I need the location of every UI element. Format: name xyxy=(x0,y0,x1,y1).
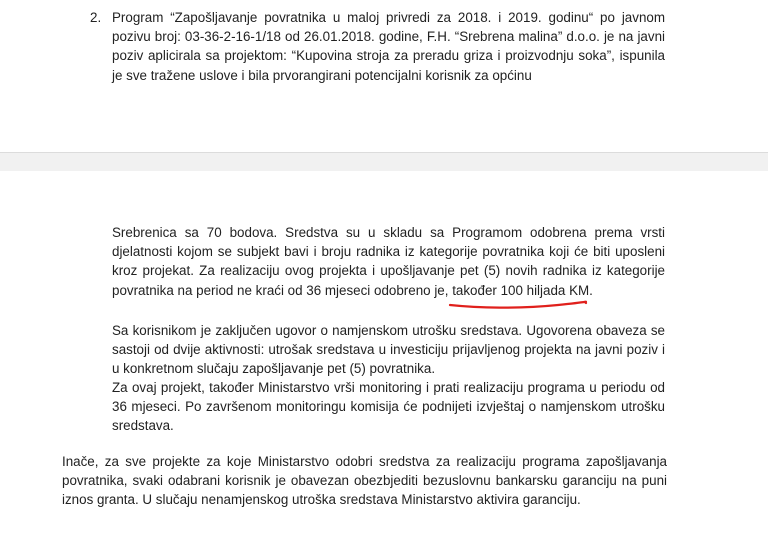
handwritten-underline xyxy=(448,299,588,311)
continuation-paragraph xyxy=(112,223,665,300)
document-page-top xyxy=(0,0,768,152)
page-break xyxy=(0,152,768,172)
list-item-text: Program “Zapošljavanje povratnika u maloj privredi za 2018. i 2019. godinu“ po javnom pozivu broj: 03-36-2-16-1/18 od 26.01.2018. godine, F.H. “Srebrena malina” d.o.o. je na javni poziv aplicirala sa projektom: “Kupovina stroja za preradu griza i proizvodnju soka”, ispunila je sve tražene uslove i bila prvorangirani potencijalni korisnik za općinu xyxy=(112,10,665,83)
contract-paragraph: Sa korisnikom je zaključen ugovor o namjenskom utrošku sredstava. Ugovorena obaveza se sastoji od dvije aktivnosti: utrošak sredstava u investiciju prijavljenog projekta na javni poziv i u konkretnom slučaju zapošljavanje pet (5) povratnika. xyxy=(112,323,665,377)
highlighted-amount xyxy=(452,283,565,298)
continuation-text: Srebrenica sa 70 bodova. Sredstva su u skladu sa Programom odobrena prema vrsti djelatnosti kojom se subjekt bavi i broju radnika iz kategorije povratnika koji će biti uposleni kroz projekat. Za realizaciju ovog projekta i upošljavanje pet (5) novih radnika iz kategorije povratnika na period ne kraći od 36 mjeseci odobreno je, xyxy=(112,225,665,298)
list-number: 2. xyxy=(90,10,102,25)
currency-text: KM. xyxy=(565,282,593,298)
monitoring-paragraph: Za ovaj projekt, također Ministarstvo vrši monitoring i prati realizaciju programa u periodu od 36 mjeseci. Po završenom monitoringu komisija će podnijeti izvještaj o namjenskom utrošku sredstava. xyxy=(112,380,665,434)
highlighted-amount-text: također 100 hiljada xyxy=(452,282,566,298)
document-page-bottom xyxy=(0,171,768,546)
general-paragraph: Inače, za sve projekte za koje Ministarstvo odobri sredstva za realizaciju programa zapošljavanja povratnika, svaki odabrani korisnik je obavezan obezbjediti bezuslovnu bankarsku garanciju na puni iznos granta. U slučaju nenamjenskog utroška sredstava Ministarstvo aktivira garanciju. xyxy=(62,454,667,508)
